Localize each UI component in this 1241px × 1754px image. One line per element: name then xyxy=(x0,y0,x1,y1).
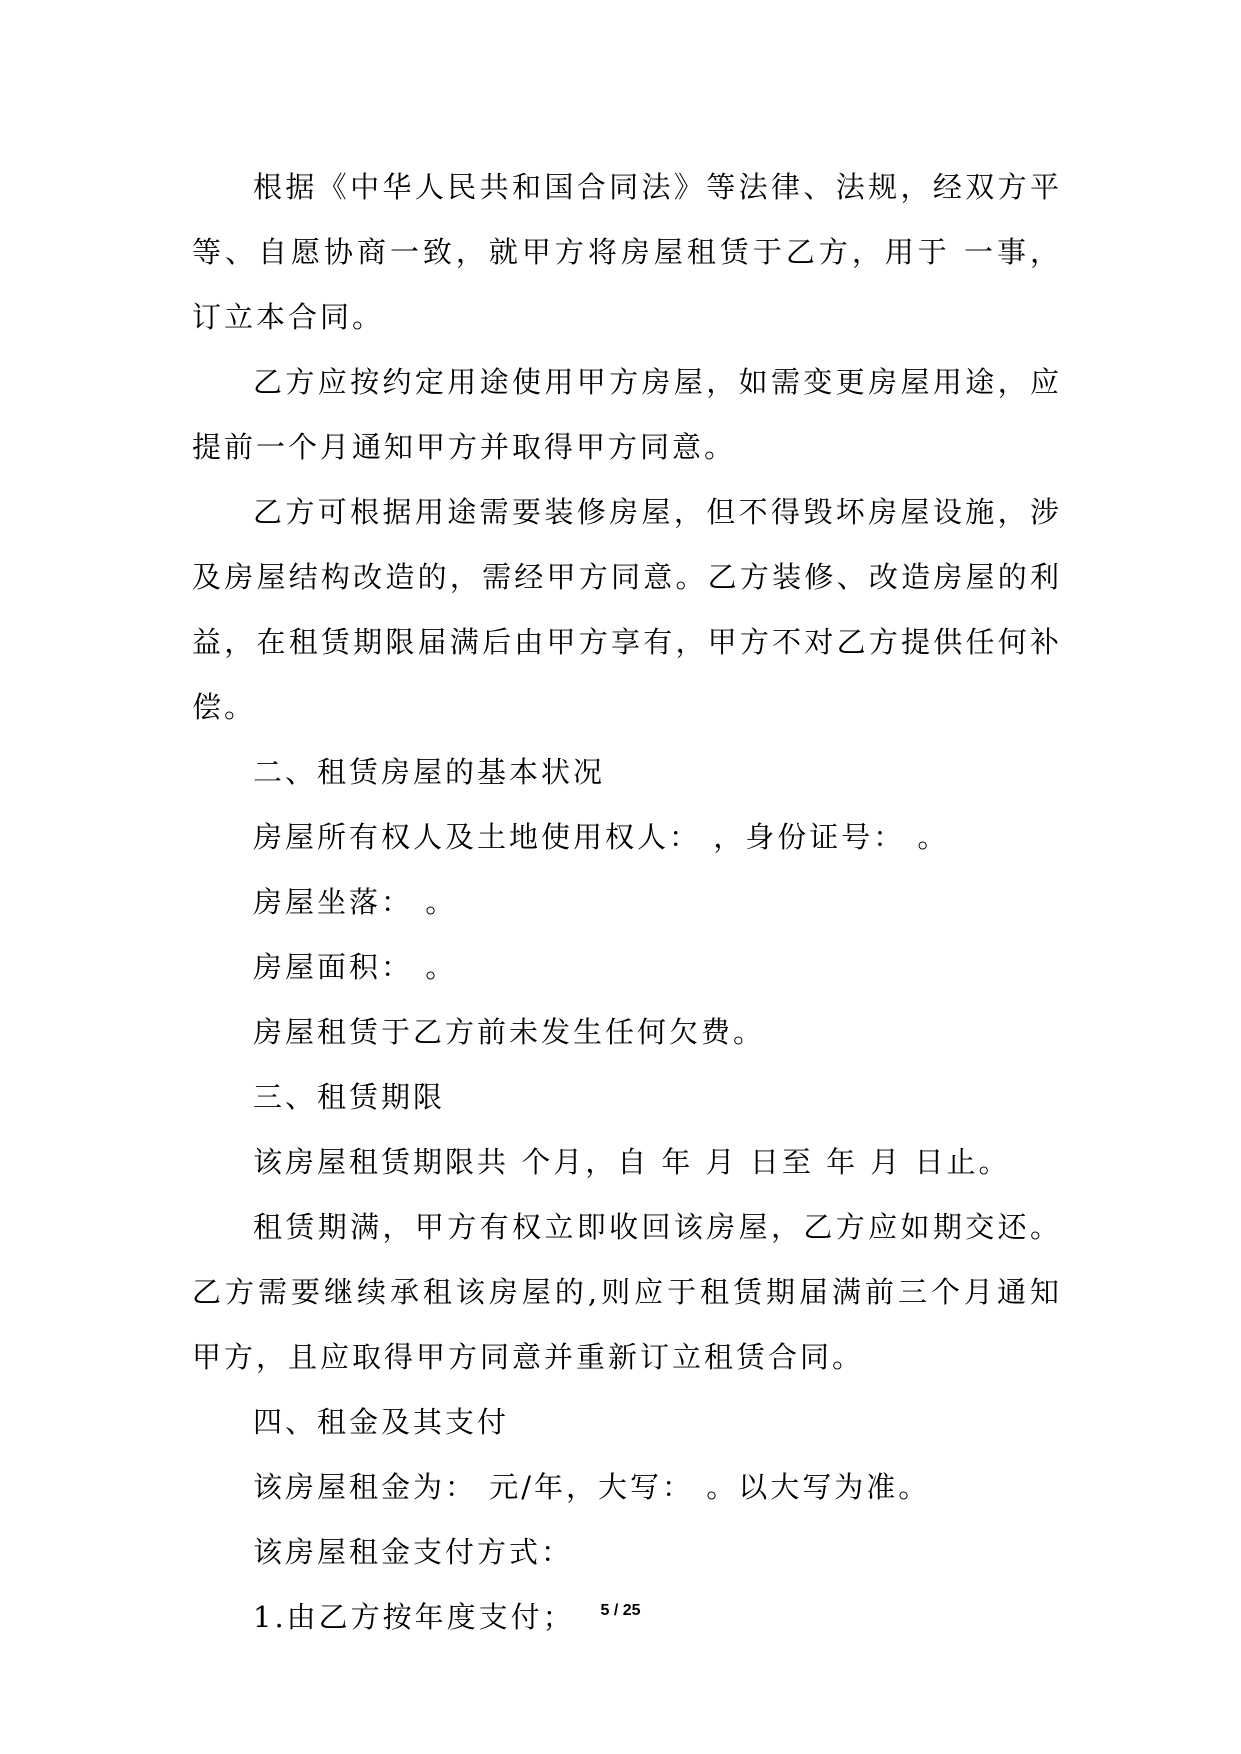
paragraph-location: 房屋坐落： 。 xyxy=(253,885,458,919)
section-heading-lease-term: 三、租赁期限 xyxy=(253,1080,446,1114)
paragraph-contract-basis: 根据《中华人民共和国合同法》等法律、法规，经双方平等、自愿协商一致，就甲方将房屋租赁于乙方，用于 一事，订立本合同。 xyxy=(192,170,1062,334)
contract-body xyxy=(192,155,1062,1650)
paragraph-no-arrears: 房屋租赁于乙方前未发生任何欠费。 xyxy=(253,1015,766,1049)
paragraph-usage-change: 乙方应按约定用途使用甲方房屋，如需变更房屋用途，应提前一个月通知甲方并取得甲方同意。 xyxy=(192,365,1062,464)
paragraph-payment-method: 该房屋租金支付方式： xyxy=(253,1535,574,1569)
list-item-annual-payment: 1.由乙方按年度支付； xyxy=(253,1600,575,1634)
section-heading-property-status: 二、租赁房屋的基本状况 xyxy=(253,755,606,789)
paragraph-owner: 房屋所有权人及土地使用权人： ，身份证号： 。 xyxy=(253,820,950,854)
paragraph-lease-expiry: 租赁期满，甲方有权立即收回该房屋，乙方应如期交还。乙方需要继续承租该房屋的,则应于租赁期届满前三个月通知甲方，且应取得甲方同意并重新订立租赁合同。 xyxy=(192,1210,1062,1374)
paragraph-rent-amount: 该房屋租金为： 元/年，大写： 。以大写为准。 xyxy=(253,1470,931,1504)
section-heading-rent-payment: 四、租金及其支付 xyxy=(253,1405,510,1439)
paragraph-renovation: 乙方可根据用途需要装修房屋，但不得毁坏房屋设施，涉及房屋结构改造的，需经甲方同意。乙方装修、改造房屋的利益，在租赁期限届满后由甲方享有，甲方不对乙方提供任何补偿。 xyxy=(192,495,1062,724)
paragraph-area: 房屋面积： 。 xyxy=(253,950,458,984)
paragraph-lease-period: 该房屋租赁期限共 个月，自 年 月 日至 年 月 日止。 xyxy=(253,1145,1011,1179)
page-number: 5 / 25 xyxy=(600,1602,641,1619)
